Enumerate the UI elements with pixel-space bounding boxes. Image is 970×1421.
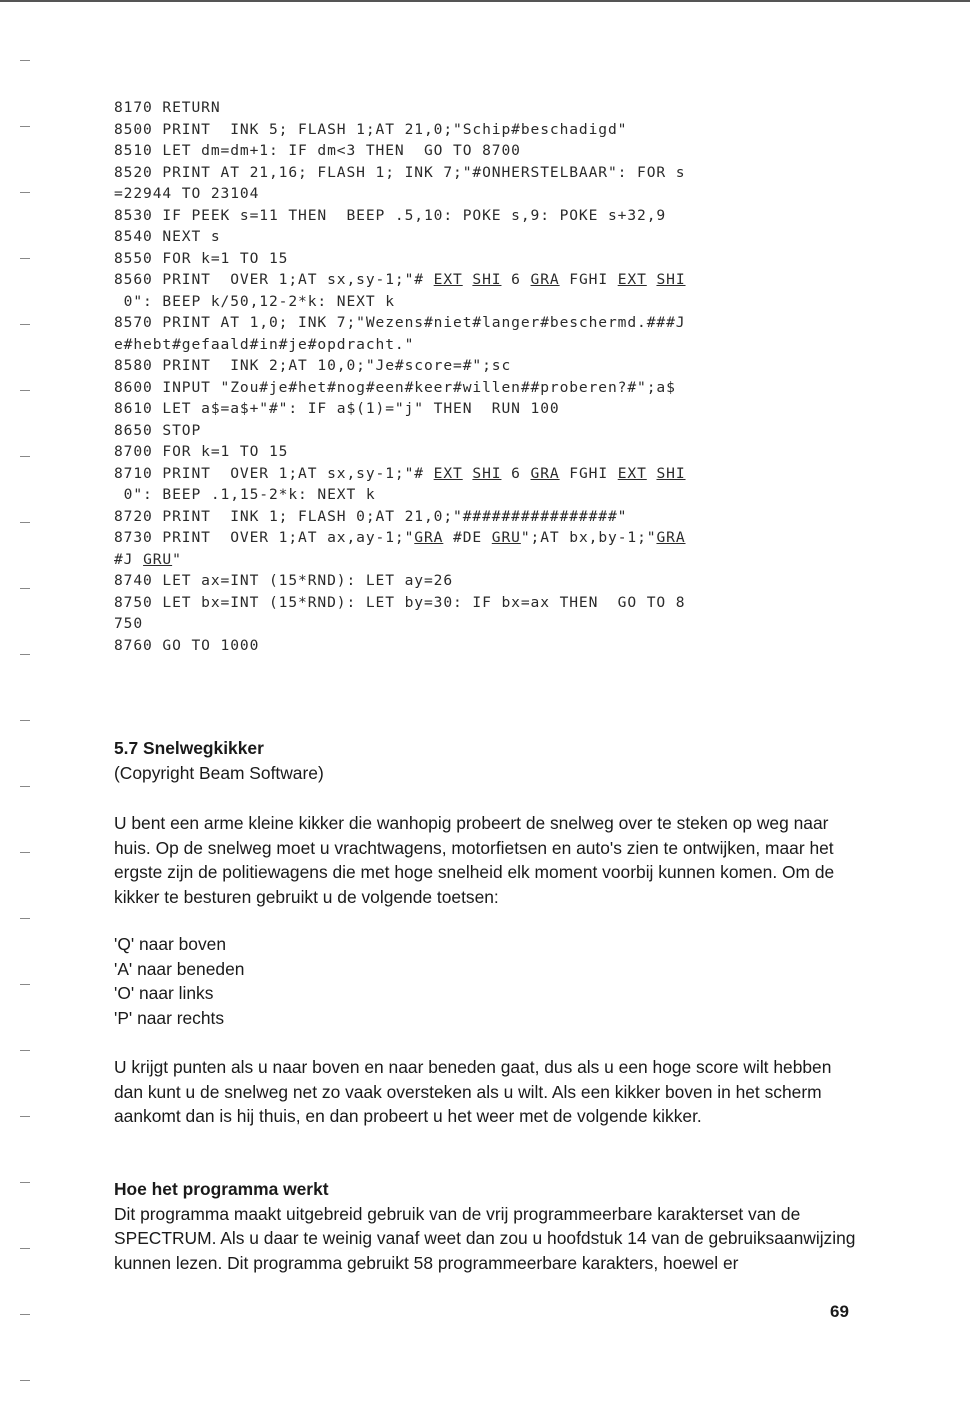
code-line: [114, 97, 874, 119]
code-line: [114, 269, 874, 291]
margin-mark: [20, 390, 30, 391]
key-item-left: 'O' naar links: [114, 983, 214, 1004]
code-keyword-underlined: SHI: [656, 464, 686, 482]
page-number: 69: [830, 1302, 849, 1321]
code-text: #J: [114, 550, 144, 568]
how-it-works-body: Dit programma maakt uitgebreid gebruik van de vrij programmeerbare karakterset van de SPECTRUM. Als u daar te weinig vanaf weet dan zou u hoofdstuk 14 van de gebruiksaanwijzing kunnen lezen. Dit programma gebruikt 58 programmeerbare karakters, hoewel er: [114, 1203, 856, 1273]
margin-mark: [20, 1116, 30, 1117]
code-line: [114, 420, 874, 442]
margin-mark: [20, 324, 30, 325]
code-line: [114, 355, 874, 377]
code-keyword-underlined: EXT: [617, 464, 647, 482]
code-line: [114, 527, 874, 549]
intro-paragraph-box: [114, 811, 864, 909]
code-text: 6: [501, 271, 531, 288]
code-line: [114, 484, 874, 506]
code-keyword-underlined: EXT: [433, 271, 463, 288]
code-text: 8610 LET a$=a$+"#": IF a$(1)="j" THEN RUN 100: [114, 400, 560, 417]
code-text: 8650 STOP: [114, 421, 202, 439]
code-text: 8700 FOR k=1 TO 15: [114, 443, 289, 460]
code-text: 750: [114, 615, 144, 632]
code-keyword-underlined: GRA: [530, 464, 560, 482]
margin-mark: [20, 456, 30, 457]
section-heading: 5.7 Snelwegkikker: [114, 738, 264, 758]
code-text: 8170 RETURN: [114, 99, 221, 116]
code-line: [114, 183, 874, 205]
margin-mark: [20, 258, 30, 259]
code-keyword-underlined: SHI: [472, 271, 502, 288]
key-list: [114, 932, 864, 1030]
code-text: 8760 GO TO 1000: [114, 636, 260, 654]
scoring-paragraph-box: [114, 1055, 864, 1129]
code-text: 8530 IF PEEK s=11 THEN BEEP .5,10: POKE s,9: POKE s+32,9: [114, 206, 667, 224]
code-line: [114, 205, 874, 227]
code-text: 8560 PRINT OVER 1;AT sx,sy-1;"#: [114, 271, 434, 288]
code-line: [114, 248, 874, 270]
code-line: [114, 334, 874, 356]
margin-mark: [20, 720, 30, 721]
margin-mark: [20, 1380, 30, 1381]
section-subheading: (Copyright Beam Software): [114, 762, 324, 783]
margin-mark: [20, 522, 30, 523]
code-text: 8570 PRINT AT 1,0; INK 7;"Wezens#niet#langer#beschermd.###J: [114, 314, 686, 331]
how-it-works-heading: Hoe het programma werkt: [114, 1179, 329, 1199]
code-line: [114, 398, 874, 420]
code-text: 8730 PRINT OVER 1;AT ax,ay-1;": [114, 529, 415, 546]
code-line: [114, 463, 874, 485]
code-text: 6: [501, 464, 531, 482]
code-text: 8550 FOR k=1 TO 15: [114, 249, 289, 267]
code-line: [114, 506, 874, 528]
margin-mark: [20, 192, 30, 193]
section-snelwegkikker: [114, 736, 864, 785]
margin-mark: [20, 126, 30, 127]
code-line: [114, 162, 874, 184]
margin-mark: [20, 60, 30, 61]
code-line: [114, 226, 874, 248]
code-text: FGHI: [559, 464, 618, 482]
code-text: #DE: [443, 529, 492, 546]
code-line: [114, 291, 874, 313]
code-line: [114, 613, 874, 635]
margin-mark: [20, 786, 30, 787]
code-text: ": [172, 550, 182, 568]
code-text: [463, 271, 473, 288]
code-text: 8740 LET ax=INT (15*RND): LET ay=26: [114, 572, 454, 589]
code-line: [114, 592, 874, 614]
margin-mark: [20, 852, 30, 853]
margin-mark: [20, 588, 30, 589]
code-line: [114, 377, 874, 399]
code-text: 8500 PRINT INK 5; FLASH 1;AT 21,0;"Schip#beschadigd": [114, 120, 628, 138]
code-line: [114, 441, 874, 463]
code-text: 8580 PRINT INK 2;AT 10,0;"Je#score=#";sc: [114, 357, 512, 374]
code-keyword-underlined: GRA: [530, 271, 560, 288]
code-line: [114, 635, 874, 657]
how-it-works-section: [114, 1177, 864, 1275]
code-text: 0": BEEP k/50,12-2*k: NEXT k: [114, 292, 395, 310]
basic-code-listing: [114, 97, 874, 656]
code-text: 0": BEEP .1,15-2*k: NEXT k: [114, 486, 376, 503]
code-line: [114, 312, 874, 334]
key-item-down: 'A' naar beneden: [114, 958, 245, 979]
top-border-rule: [0, 0, 970, 2]
code-text: 8540 NEXT s: [114, 228, 221, 245]
code-text: 8600 INPUT "Zou#je#het#nog#een#keer#willen##proberen?#";a$: [114, 378, 676, 396]
code-text: 8750 LET bx=INT (15*RND): LET by=30: IF bx=ax THEN GO TO 8: [114, 593, 686, 611]
code-text: 8520 PRINT AT 21,16; FLASH 1; INK 7;"#ONHERSTELBAAR": FOR s: [114, 163, 686, 181]
margin-mark: [20, 1182, 30, 1183]
margin-punch-marks: [20, 60, 32, 1420]
margin-mark: [20, 654, 30, 655]
code-text: FGHI: [559, 271, 618, 288]
code-line: [114, 570, 874, 592]
code-keyword-underlined: SHI: [472, 464, 502, 482]
intro-paragraph: U bent een arme kleine kikker die wanhopig probeert de snelweg over te steken op weg naar huis. Op de snelweg moet u vrachtwagens, motorfietsen en auto's zien te ontwijken, maar het ergste zijn de politiewagens die met hoge snelheid elk moment voorbij kunnen komen. Om de kikker te besturen gebruikt u de volgende toetsen:: [114, 813, 835, 907]
code-line: [114, 549, 874, 571]
code-text: 8720 PRINT INK 1; FLASH 0;AT 21,0;"################": [114, 507, 628, 525]
code-text: =22944 TO 23104: [114, 185, 260, 202]
code-keyword-underlined: GRA: [414, 529, 444, 546]
code-keyword-underlined: EXT: [433, 464, 463, 482]
code-text: [463, 465, 473, 482]
code-line: [114, 140, 874, 162]
margin-mark: [20, 918, 30, 919]
margin-mark: [20, 1314, 30, 1315]
code-keyword-underlined: GRU: [491, 529, 521, 546]
code-keyword-underlined: GRU: [143, 550, 173, 568]
code-text: ";AT bx,by-1;": [520, 529, 657, 546]
margin-mark: [20, 1050, 30, 1051]
scoring-paragraph: U krijgt punten als u naar boven en naar beneden gaat, dus als u een hoge score wilt hebben dan kunt u de snelweg net zo vaak oversteken als u wilt. Als een kikker boven in het scherm aankomt dan is hij thuis, en dan probeert u het weer met de volgende kikker.: [114, 1057, 832, 1127]
code-text: 8710 PRINT OVER 1;AT sx,sy-1;"#: [114, 464, 434, 482]
code-keyword-underlined: SHI: [656, 271, 686, 288]
margin-mark: [20, 984, 30, 985]
code-text: 8510 LET dm=dm+1: IF dm<3 THEN GO TO 8700: [114, 142, 521, 159]
key-item-right: 'P' naar rechts: [114, 1007, 225, 1028]
code-text: e#hebt#gefaald#in#je#opdracht.": [114, 335, 415, 353]
code-keyword-underlined: EXT: [617, 271, 647, 288]
code-keyword-underlined: GRA: [656, 529, 686, 546]
margin-mark: [20, 1248, 30, 1249]
code-line: [114, 119, 874, 141]
key-item-up: 'Q' naar boven: [114, 934, 227, 954]
